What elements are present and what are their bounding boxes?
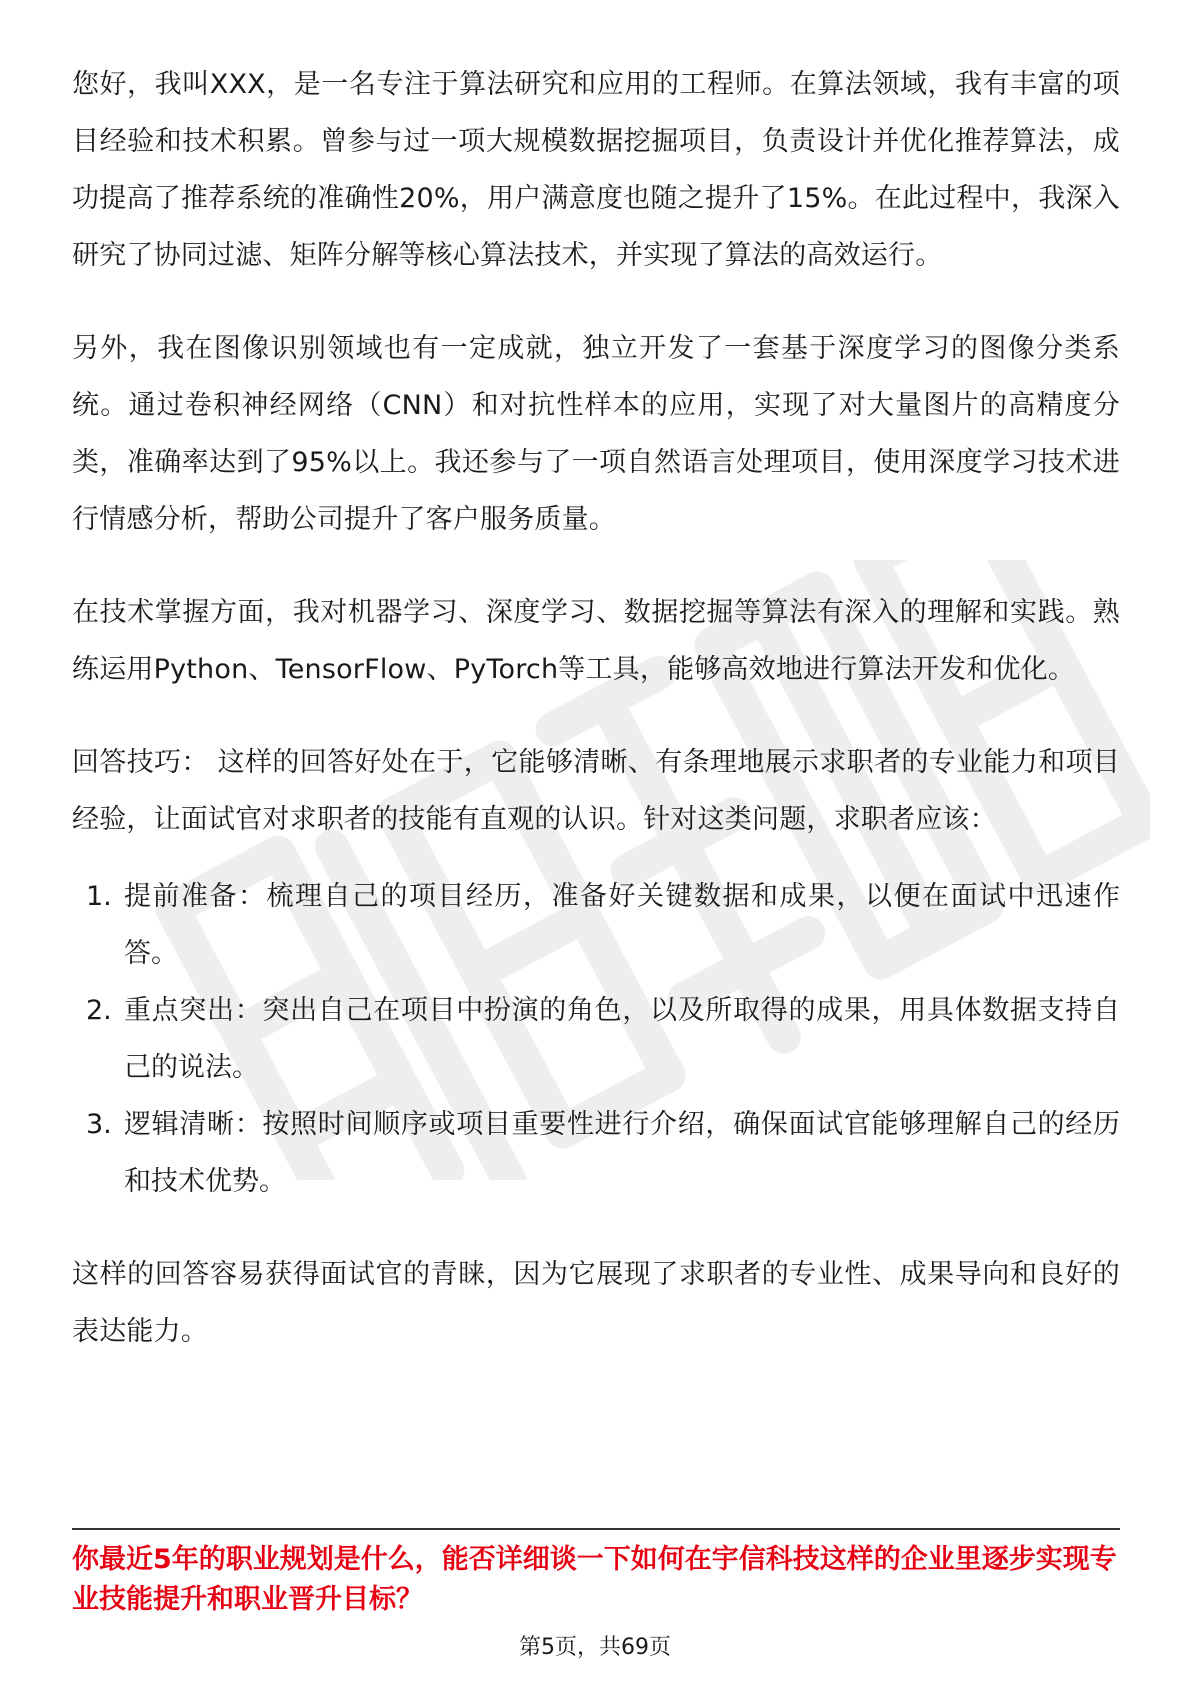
- list-text: 重点突出：突出自己在项目中扮演的角色，以及所取得的成果，用具体数据支持自己的说法。: [124, 995, 1120, 1083]
- closing-paragraph: 这样的回答容易获得面试官的青睐，因为它展现了求职者的专业性、成果导向和良好的表达能力。: [72, 1259, 1120, 1347]
- list-number: 1.: [86, 881, 112, 912]
- tips-list: [72, 868, 1120, 1210]
- document-body: [72, 56, 1120, 1396]
- answer-tips-paragraph: 回答技巧： 这样的回答好处在于，它能够清晰、有条理地展示求职者的专业能力和项目经验，让面试官对求职者的技能有直观的认识。针对这类问题，求职者应该：: [72, 747, 1120, 835]
- skills-paragraph: 在技术掌握方面，我对机器学习、深度学习、数据挖掘等算法有深入的理解和实践。熟练运用Python、TensorFlow、PyTorch等工具，能够高效地进行算法开发和优化。: [72, 597, 1120, 685]
- list-number: 2.: [86, 995, 112, 1026]
- list-item: [72, 1096, 1120, 1210]
- section-divider: [72, 1528, 1120, 1530]
- page-footer: 第5页，共69页: [519, 1635, 671, 1660]
- next-question-heading: 你最近5年的职业规划是什么，能否详细谈一下如何在宇信科技这样的企业里逐步实现专业技能提升和职业晋升目标？: [72, 1544, 1117, 1615]
- list-text: 提前准备：梳理自己的项目经历，准备好关键数据和成果，以便在面试中迅速作答。: [124, 881, 1120, 969]
- list-item: [72, 868, 1120, 982]
- list-number: 3.: [86, 1109, 112, 1140]
- intro-paragraph: 您好，我叫XXX，是一名专注于算法研究和应用的工程师。在算法领域，我有丰富的项目经验和技术积累。曾参与过一项大规模数据挖掘项目，负责设计并优化推荐算法，成功提高了推荐系统的准确性20%，用户满意度也随之提升了15%。在此过程中，我深入研究了协同过滤、矩阵分解等核心算法技术，并实现了算法的高效运行。: [72, 69, 1120, 271]
- image-recognition-paragraph: 另外，我在图像识别领域也有一定成就，独立开发了一套基于深度学习的图像分类系统。通过卷积神经网络（CNN）和对抗性样本的应用，实现了对大量图片的高精度分类，准确率达到了95%以上。我还参与了一项自然语言处理项目，使用深度学习技术进行情感分析，帮助公司提升了客户服务质量。: [72, 333, 1120, 535]
- list-item: [72, 982, 1120, 1096]
- list-text: 逻辑清晰：按照时间顺序或项目重要性进行介绍，确保面试官能够理解自己的经历和技术优势。: [124, 1109, 1120, 1197]
